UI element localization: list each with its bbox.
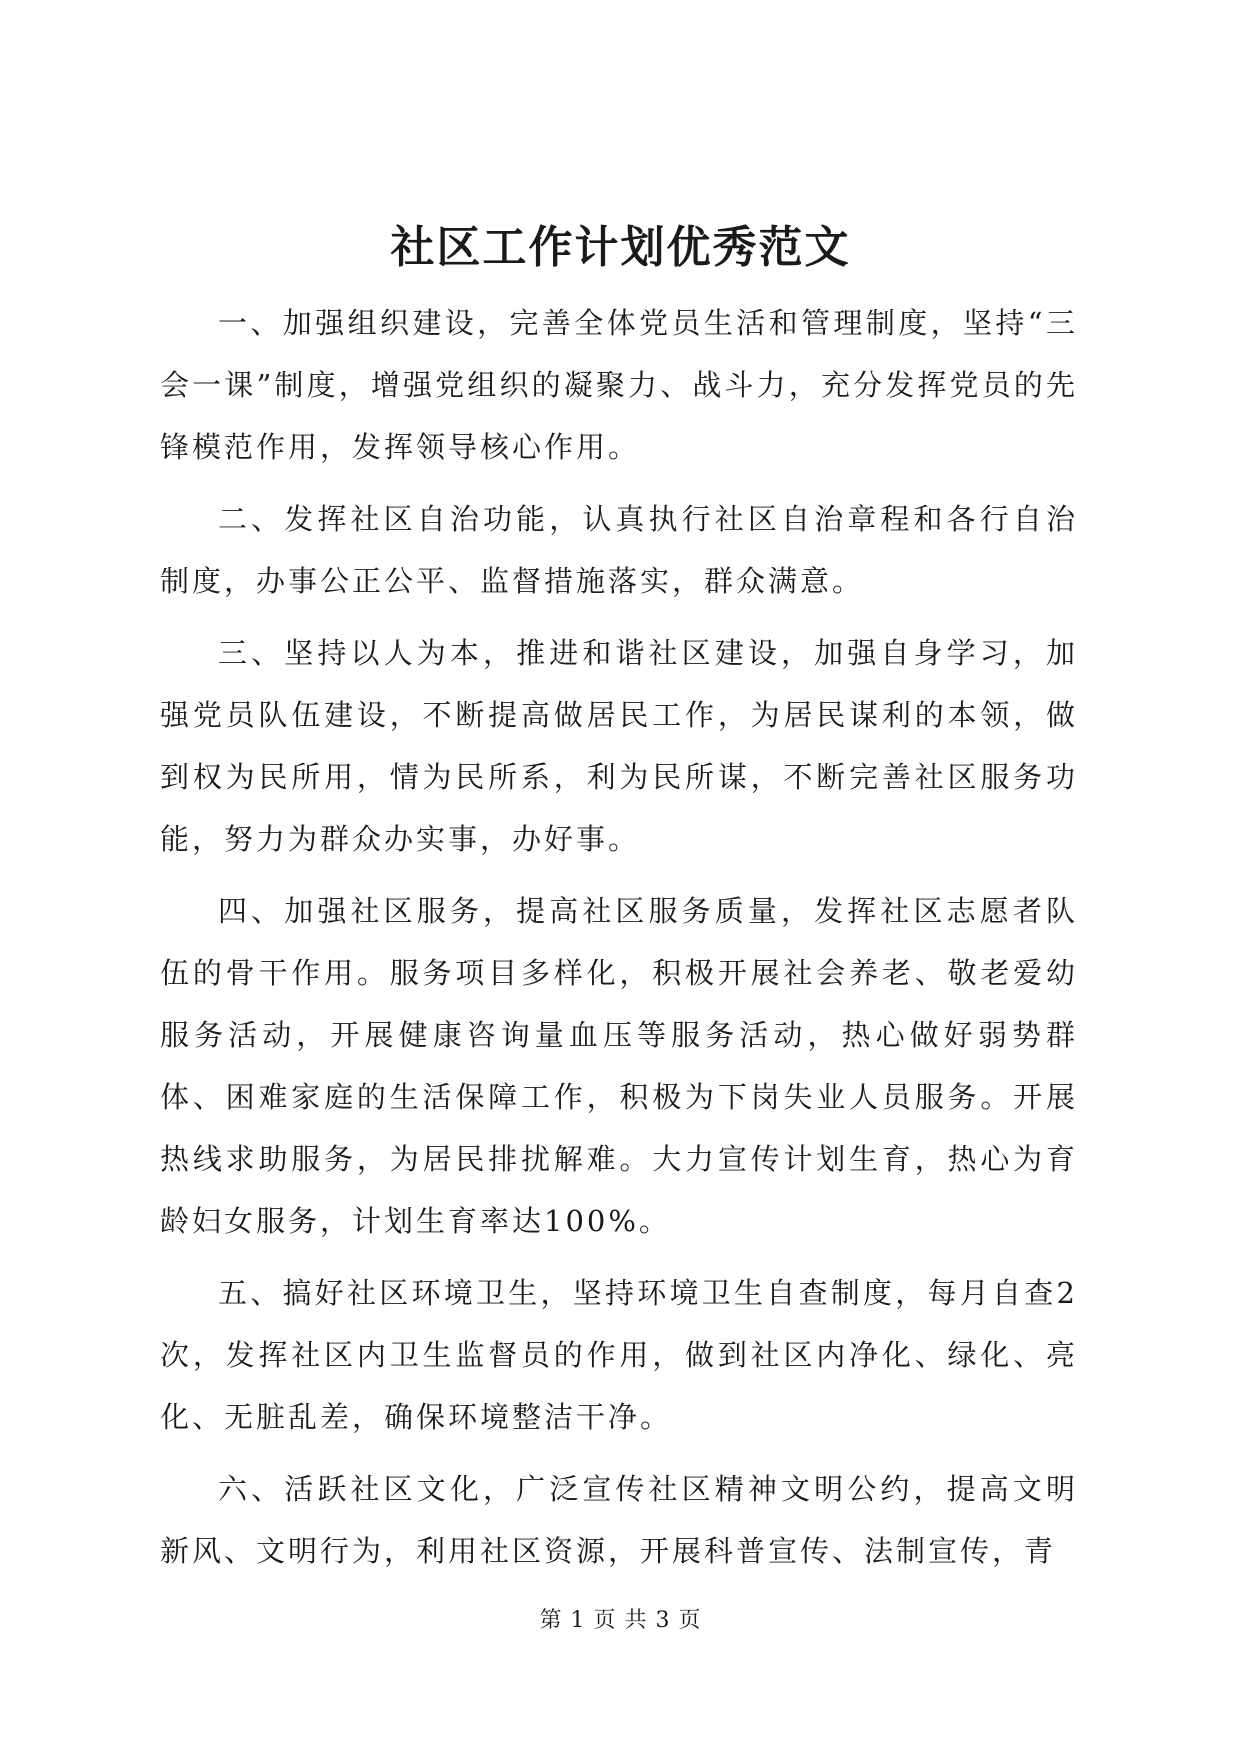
paragraph-3: 三、坚持以人为本，推进和谐社区建设，加强自身学习，加强党员队伍建设，不断提高做居民工作，为居民谋利的本领，做到权为民所用，情为民所系，利为民所谋，不断完善社区服务功能，努力为群众办实事，办好事。 [160,636,1078,856]
document-title: 社区工作计划优秀范文 [390,222,851,273]
paragraph-5: 五、搞好社区环境卫生，坚持环境卫生自查制度，每月自查2次，发挥社区内卫生监督员的作用，做到社区内净化、绿化、亮化、无脏乱差，确保环境整洁干净。 [160,1276,1078,1434]
paragraph-2: 二、发挥社区自治功能，认真执行社区自治章程和各行自治制度，办事公正公平、监督措施落实，群众满意。 [160,502,1078,598]
document-body [160,292,1078,1592]
paragraph-6: 六、活跃社区文化，广泛宣传社区精神文明公约，提高文明新风、文明行为，利用社区资源，开展科普宣传、法制宣传，青 [160,1472,1078,1568]
page-number-footer: 第 1 页 共 3 页 [539,1608,702,1633]
paragraph-1: 一、加强组织建设，完善全体党员生活和管理制度，坚持“三会一课”制度，增强党组织的凝聚力、战斗力，充分发挥党员的先锋模范作用，发挥领导核心作用。 [160,306,1078,464]
paragraph-4: 四、加强社区服务，提高社区服务质量，发挥社区志愿者队伍的骨干作用。服务项目多样化，积极开展社会养老、敬老爱幼服务活动，开展健康咨询量血压等服务活动，热心做好弱势群体、困难家庭的生活保障工作，积极为下岗失业人员服务。开展热线求助服务，为居民排扰解难。大力宣传计划生育，热心为育龄妇女服务，计划生育率达100%。 [160,894,1078,1238]
